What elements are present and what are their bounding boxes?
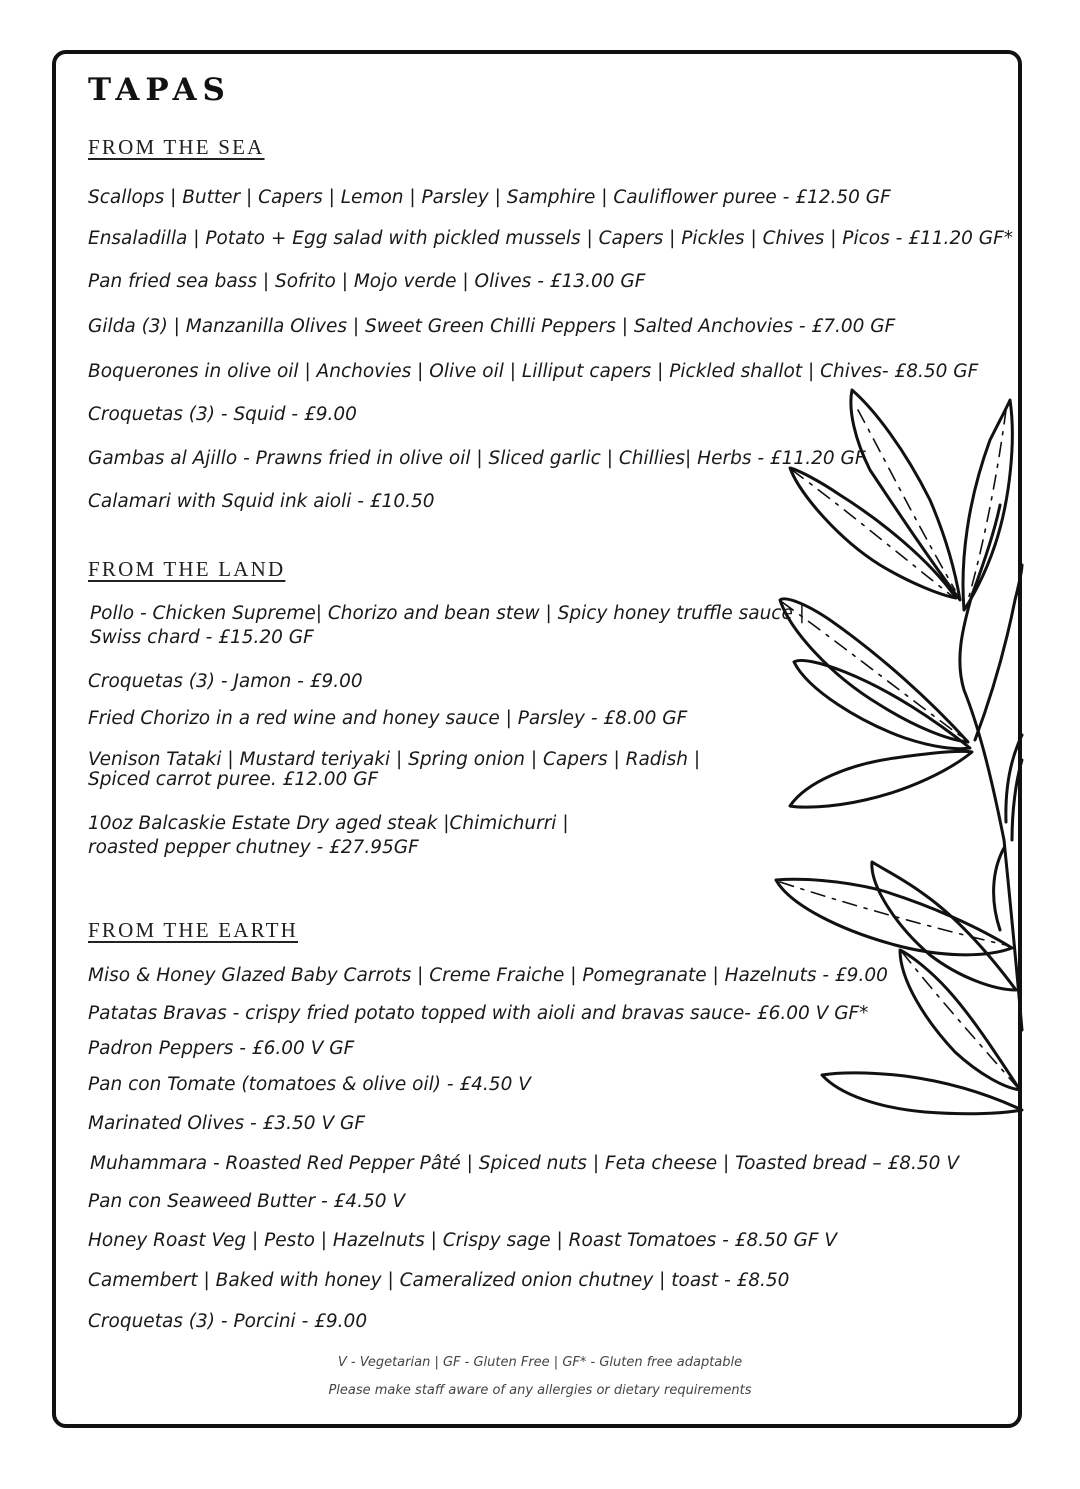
menu-item [88, 490, 435, 514]
menu-item-text: Honey Roast Veg | Pesto | Hazelnuts | Crispy sage | Roast Tomatoes - £8.50 GF V [88, 1230, 838, 1251]
menu-item [88, 227, 1013, 251]
menu-item-text: Boquerones in olive oil | Anchovies | Olive oil | Lilliput capers | Pickled shallot | Chives- £8.50 GF [88, 361, 979, 382]
section-heading-land: FROM THE LAND [88, 557, 286, 581]
menu-item-text: Scallops | Butter | Capers | Lemon | Parsley | Samphire | Cauliflower puree - £12.50 GF [88, 187, 891, 208]
menu-item [88, 812, 569, 860]
menu-item-text: Gilda (3) | Manzanilla Olives | Sweet Green Chilli Peppers | Salted Anchovies - £7.00 GF [88, 316, 896, 337]
menu-item-text: Patatas Bravas - crispy fried potato topped with aioli and bravas sauce- £6.00 V GF* [88, 1003, 869, 1024]
menu-item [90, 1152, 959, 1176]
menu-item [88, 403, 357, 427]
menu-item-text: Camembert | Baked with honey | Cameralized onion chutney | toast - £8.50 [88, 1270, 790, 1291]
menu-card-border [52, 50, 1022, 1428]
menu-item-text: Croquetas (3) - Porcini - £9.00 [88, 1311, 368, 1332]
menu-item-text: Pan con Tomate (tomatoes & olive oil) - £4.50 V [88, 1074, 531, 1095]
menu-item [88, 270, 645, 294]
menu-item [88, 707, 687, 731]
menu-item-text: Calamari with Squid ink aioli - £10.50 [88, 491, 435, 512]
menu-item-text: Miso & Honey Glazed Baby Carrots | Creme Fraiche | Pomegranate | Hazelnuts - £9.00 [88, 965, 888, 986]
menu-item-text: Swiss chard - £15.20 GF [90, 627, 314, 648]
menu-item-text: Muhammara - Roasted Red Pepper Pâté | Spiced nuts | Feta cheese | Toasted bread – £8.50 V [90, 1153, 959, 1174]
menu-item [88, 1073, 531, 1097]
menu-item-text: Pollo - Chicken Supreme| Chorizo and bean stew | Spicy honey truffle sauce | [90, 603, 805, 624]
menu-item [88, 1269, 789, 1293]
allergy-note: Please make staff aware of any allergies or dietary requirements [328, 1383, 752, 1398]
menu-item-text: Spiced carrot puree. £12.00 GF [88, 769, 379, 790]
menu-item-text: Croquetas (3) - Jamon - £9.00 [88, 671, 363, 692]
menu-item [88, 447, 865, 471]
menu-item-text: 10oz Balcaskie Estate Dry aged steak |Chimichurri | [88, 813, 569, 834]
menu-item [88, 750, 700, 790]
menu-item [88, 1002, 868, 1026]
menu-item-text: Venison Tataki | Mustard teriyaki | Spring onion | Capers | Radish | [88, 749, 701, 770]
menu-item-text: Marinated Olives - £3.50 V GF [88, 1113, 365, 1134]
menu-item [88, 1310, 367, 1334]
menu-item-text: Pan fried sea bass | Sofrito | Mojo verde | Olives - £13.00 GF [88, 271, 646, 292]
menu-item-text: Ensaladilla | Potato + Egg salad with pickled mussels | Capers | Pickles | Chives | Picos - £11.20 GF* [88, 228, 1014, 249]
menu-item [88, 1190, 405, 1214]
menu-item [88, 186, 891, 210]
menu-title: TAPAS [88, 72, 231, 108]
menu-item [88, 360, 978, 384]
menu-item [88, 964, 888, 988]
menu-item [88, 1112, 365, 1136]
menu-item-text: Fried Chorizo in a red wine and honey sauce | Parsley - £8.00 GF [88, 708, 688, 729]
dietary-key: V - Vegetarian | GF - Gluten Free | GF* - Gluten free adaptable [337, 1355, 743, 1370]
menu-item [88, 670, 363, 694]
section-heading-earth: FROM THE EARTH [88, 918, 298, 942]
menu-item-text: Croquetas (3) - Squid - £9.00 [88, 404, 357, 425]
menu-item-text: Gambas al Ajillo - Prawns fried in olive oil | Sliced garlic | Chillies| Herbs - £11.20 GF [88, 448, 866, 469]
menu-item [88, 1037, 354, 1061]
menu-item-text: Pan con Seaweed Butter - £4.50 V [88, 1191, 406, 1212]
menu-item-text: Padron Peppers - £6.00 V GF [88, 1038, 355, 1059]
section-heading-sea: FROM THE SEA [88, 135, 265, 159]
menu-item [90, 602, 805, 650]
menu-item-text: roasted pepper chutney - £27.95GF [88, 837, 419, 858]
menu-item [88, 1229, 837, 1253]
menu-item [88, 315, 895, 339]
